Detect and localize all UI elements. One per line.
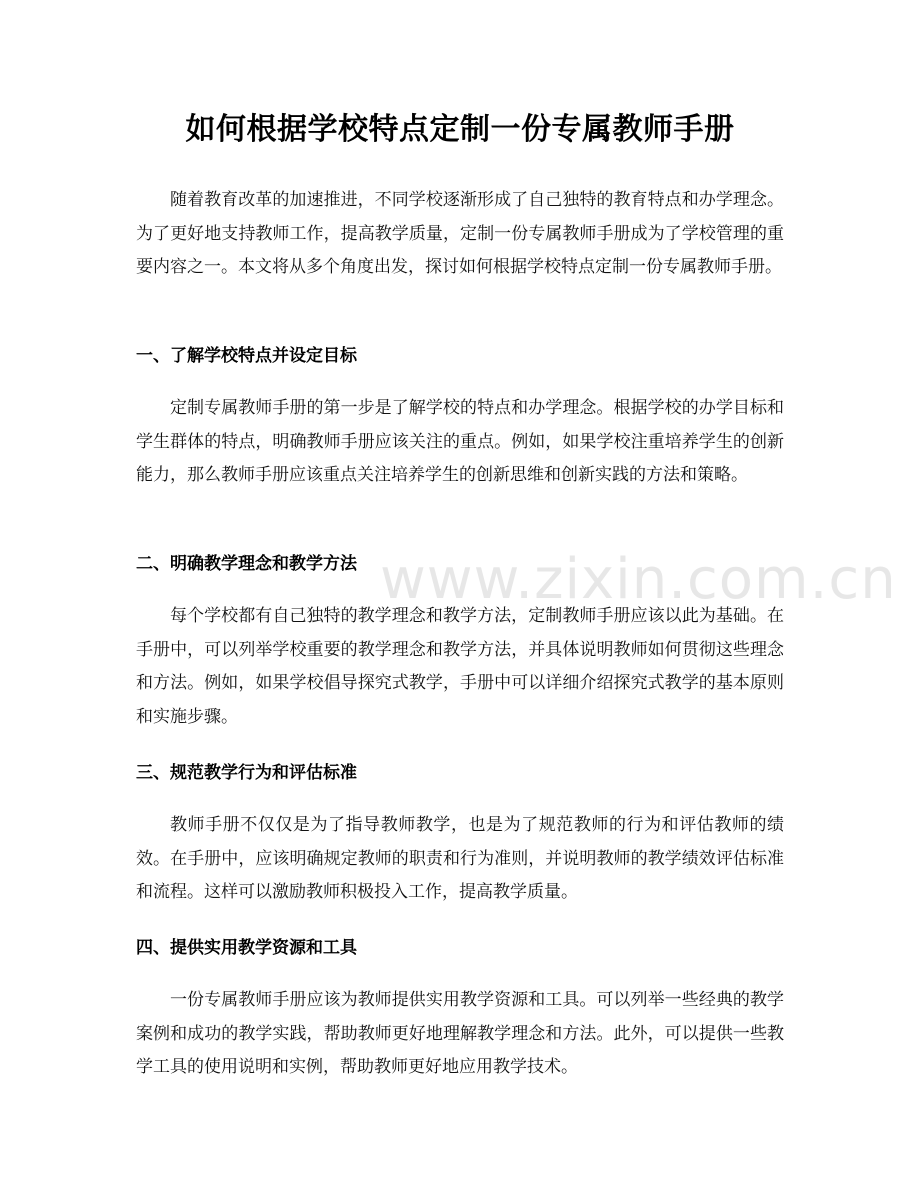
section-body-4: 一份专属教师手册应该为教师提供实用教学资源和工具。可以列举一些经典的教学案例和成功的教学实践，帮助教师更好地理解教学理念和方法。此外，可以提供一些教学工具的使用说明和实例，帮助教师更好地应用教学技术。 bbox=[136, 990, 784, 1077]
section-heading-1: 一、了解学校特点并设定目标 bbox=[136, 346, 357, 366]
section-heading-2: 二、明确教学理念和教学方法 bbox=[136, 554, 357, 574]
section-heading-3: 三、规范教学行为和评估标准 bbox=[136, 763, 357, 783]
document-title: 如何根据学校特点定制一份专属教师手册 bbox=[185, 112, 735, 147]
section-body-2: 每个学校都有自己独特的教学理念和教学方法，定制教师手册应该以此为基础。在手册中，可以列举学校重要的教学理念和教学方法，并具体说明教师如何贯彻这些理念和方法。例如，如果学校倡导探究式教学，手册中可以详细介绍探究式教学的基本原则和实施步骤。 bbox=[136, 606, 784, 727]
section-body-3: 教师手册不仅仅是为了指导教师教学，也是为了规范教师的行为和评估教师的绩效。在手册中，应该明确规定教师的职责和行为准则，并说明教师的教学绩效评估标准和流程。这样可以激励教师积极投入工作，提高教学质量。 bbox=[136, 815, 784, 902]
section-body-1: 定制专属教师手册的第一步是了解学校的特点和办学理念。根据学校的办学目标和学生群体的特点，明确教师手册应该关注的重点。例如，如果学校注重培养学生的创新能力，那么教师手册应该重点关注培养学生的创新思维和创新实践的方法和策略。 bbox=[136, 398, 784, 485]
intro-paragraph: 随着教育改革的加速推进，不同学校逐渐形成了自己独特的教育特点和办学理念。为了更好地支持教师工作，提高教学质量，定制一份专属教师手册成为了学校管理的重要内容之一。本文将从多个角度出发，探讨如何根据学校特点定制一份专属教师手册。 bbox=[136, 190, 784, 277]
watermark-text: www.zixin.com.cn bbox=[380, 547, 897, 612]
section-heading-4: 四、提供实用教学资源和工具 bbox=[136, 938, 357, 958]
